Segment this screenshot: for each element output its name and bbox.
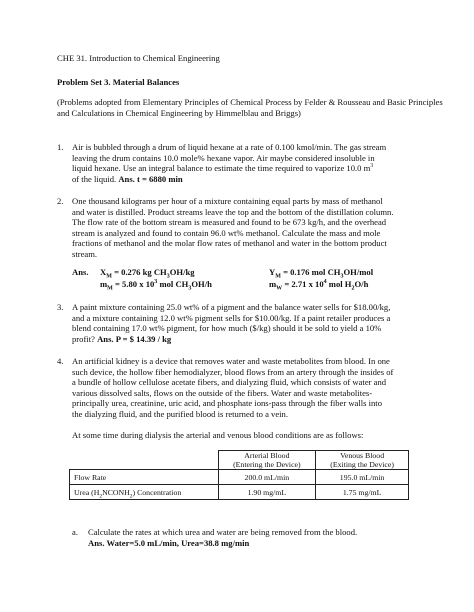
arterial-header-line: Arterial Blood xyxy=(244,451,290,460)
venous-header xyxy=(316,451,409,470)
answer-xm xyxy=(100,267,195,278)
problem-3-line: A paint mixture containing 25.0 wt% of a pigment and the balance water sells for $18.00/kg, xyxy=(72,302,391,312)
ym-unit: OH/mol xyxy=(343,267,374,277)
mw-subscript: W xyxy=(276,285,283,292)
problem-1-number: 1. xyxy=(57,142,64,152)
mm-value: = 5.80 x 10 xyxy=(115,279,155,289)
xm-symbol: X xyxy=(100,267,107,277)
problem-4-line: a bundle of hollow cellulose acetate fibers, and dialyzing fluid, which consists of water and xyxy=(72,377,387,388)
arterial-header-line: (Entering the Device) xyxy=(233,460,301,469)
problem-2-line: fractions of methanol and the molar flow rates of methanol and water in the bottom product xyxy=(72,238,387,249)
problem-2-text xyxy=(72,196,462,260)
source-note: (Problems adopted from Elementary Principles of Chemical Process by Felder & Rousseau and Basic Principles and Calculations in Chemical Engineering by Himmelblau and Briggs) xyxy=(57,97,443,118)
problem-2-line: stream. xyxy=(72,248,98,259)
problem-4-line: various dissolved salts, flows on the outside of the fibers. Water and waste metabolites- xyxy=(72,387,373,398)
mm-exponent: 3 xyxy=(154,279,158,286)
answer-mw xyxy=(269,279,368,290)
problem-2-line: stream is analyzed and found to contain 96.0 wt% methanol. Calculate the mass and mole xyxy=(72,227,381,238)
mw-value: = 2.71 x 10 xyxy=(284,279,324,289)
subpart-a-answer: Ans. Water=5.0 mL/min, Urea=38.8 mg/min xyxy=(88,538,250,548)
problem-2-line: The flow rate of the bottom stream is measured and found to be 673 kg/h, and the overhead xyxy=(72,217,387,228)
label-part: ) Concentration xyxy=(132,487,182,497)
problem-1-line-text: liquid hexane. Use an integral balance to estimate the time required to vaporize 10.0 m xyxy=(72,163,371,174)
problem-2-answer-row-1 xyxy=(72,267,88,278)
arterial-header xyxy=(218,451,316,470)
answer-ym xyxy=(269,267,373,278)
subscript: 3 xyxy=(166,273,170,280)
mm-symbol: m xyxy=(100,279,108,289)
problem-4-line: such device, the hollow fiber hemodialyzer, blood flows from an artery through the insides of xyxy=(72,366,394,377)
ym-symbol: Y xyxy=(269,267,276,277)
table-intro: At some time during dialysis the arterial and venous blood conditions are as follows: xyxy=(72,430,364,440)
mw-unit-tail: O/h xyxy=(354,279,369,289)
problem-3-line: blend containing 17.0 wt% pigment, for how much ($/kg) should it be sold to yield a 10% xyxy=(72,323,382,334)
problem-3-number: 3. xyxy=(57,302,64,312)
venous-value: 1.75 mg/mL xyxy=(316,485,409,500)
answer-label: Ans. xyxy=(72,267,89,277)
problem-1-line xyxy=(72,163,457,174)
table-corner-cell xyxy=(70,451,219,470)
problem-set-title: Problem Set 3. Material Balances xyxy=(57,77,180,87)
mw-exponent: 4 xyxy=(323,279,327,286)
course-title: CHE 31. Introduction to Chemical Engineering xyxy=(57,53,220,63)
problem-1-line: Air is bubbled through a drum of liquid hexane at a rate of 0.100 kmol/min. The gas stream xyxy=(72,142,387,152)
problem-4-number: 4. xyxy=(57,356,64,366)
subscript: 3 xyxy=(340,273,344,280)
problem-3-text xyxy=(72,302,462,344)
xm-subscript: M xyxy=(106,273,112,280)
problem-3-answer: Ans. P = $ 14.39 / kg xyxy=(97,333,172,344)
arterial-value: 200.0 mL/min xyxy=(218,470,316,485)
problem-4-line: principally urea, creatinine, uric acid, and phosphate ions-pass through the fiber walls into xyxy=(72,398,382,409)
xm-unit: OH/kg xyxy=(169,267,195,277)
mw-unit: mol H xyxy=(328,279,352,289)
problem-4-line: An artificial kidney is a device that removes water and waste metabolites from blood. In one xyxy=(72,356,390,366)
problem-2-line: and water is distilled. Product streams leave the top and the bottom of the distillation column. xyxy=(72,206,394,217)
ym-subscript: M xyxy=(275,273,281,280)
row-label: Flow Rate xyxy=(70,470,219,485)
problem-4-line: the dialyzing fluid, and the purified blood is returned to a vein. xyxy=(72,408,288,419)
label-part: Urea (H xyxy=(74,487,100,497)
ym-value: = 0.176 mol CH xyxy=(283,267,341,277)
problem-3-line-text: profit? xyxy=(72,333,95,344)
subscript: 3 xyxy=(188,285,192,292)
problem-2-line: One thousand kilograms per hour of a mixture containing equal parts by mass of methanol xyxy=(72,196,383,206)
problem-1-line: leaving the drum contains 10.0 mole% hexane vapor. Air maybe considered insoluble in xyxy=(72,152,375,163)
problem-1-line xyxy=(72,174,457,185)
problem-4-text xyxy=(72,356,462,420)
mw-symbol: m xyxy=(269,279,277,289)
subscript: 2 xyxy=(351,285,355,292)
mm-unit-tail: OH/h xyxy=(191,279,212,289)
subscript: 2 xyxy=(129,493,133,500)
venous-header-line: (Exiting the Device) xyxy=(330,460,394,469)
problem-3-line: and a mixture containing 12.0 wt% pigment sells for $10.00/kg. If a paint retailer produces a xyxy=(72,312,391,323)
table-row xyxy=(70,470,409,485)
mm-subscript: M xyxy=(107,285,113,292)
xm-value: = 0.276 kg CH xyxy=(114,267,167,277)
unit-exponent: 3 xyxy=(370,163,374,170)
blood-conditions-table xyxy=(69,450,409,500)
subpart-a-text: Calculate the rates at which urea and water are being removed from the blood. xyxy=(88,527,358,537)
problem-3-line xyxy=(72,334,462,345)
problem-1-text xyxy=(72,142,457,184)
venous-header-line: Venous Blood xyxy=(340,451,385,460)
problem-1-line-text: of the liquid. xyxy=(72,173,117,184)
mm-unit: mol CH xyxy=(159,279,189,289)
label-part: NCONH xyxy=(102,487,130,497)
answer-mm xyxy=(100,279,212,290)
arterial-value: 1.90 mg/mL xyxy=(218,485,316,500)
venous-value: 195.0 mL/min xyxy=(316,470,409,485)
row-label xyxy=(70,485,219,500)
problem-2-number: 2. xyxy=(57,196,64,206)
problem-1-answer: Ans. t = 6880 min xyxy=(118,173,183,184)
subpart-a-label: a. xyxy=(72,527,78,537)
table-header-row xyxy=(70,451,409,470)
subscript: 2 xyxy=(99,493,103,500)
table-row xyxy=(70,485,409,500)
